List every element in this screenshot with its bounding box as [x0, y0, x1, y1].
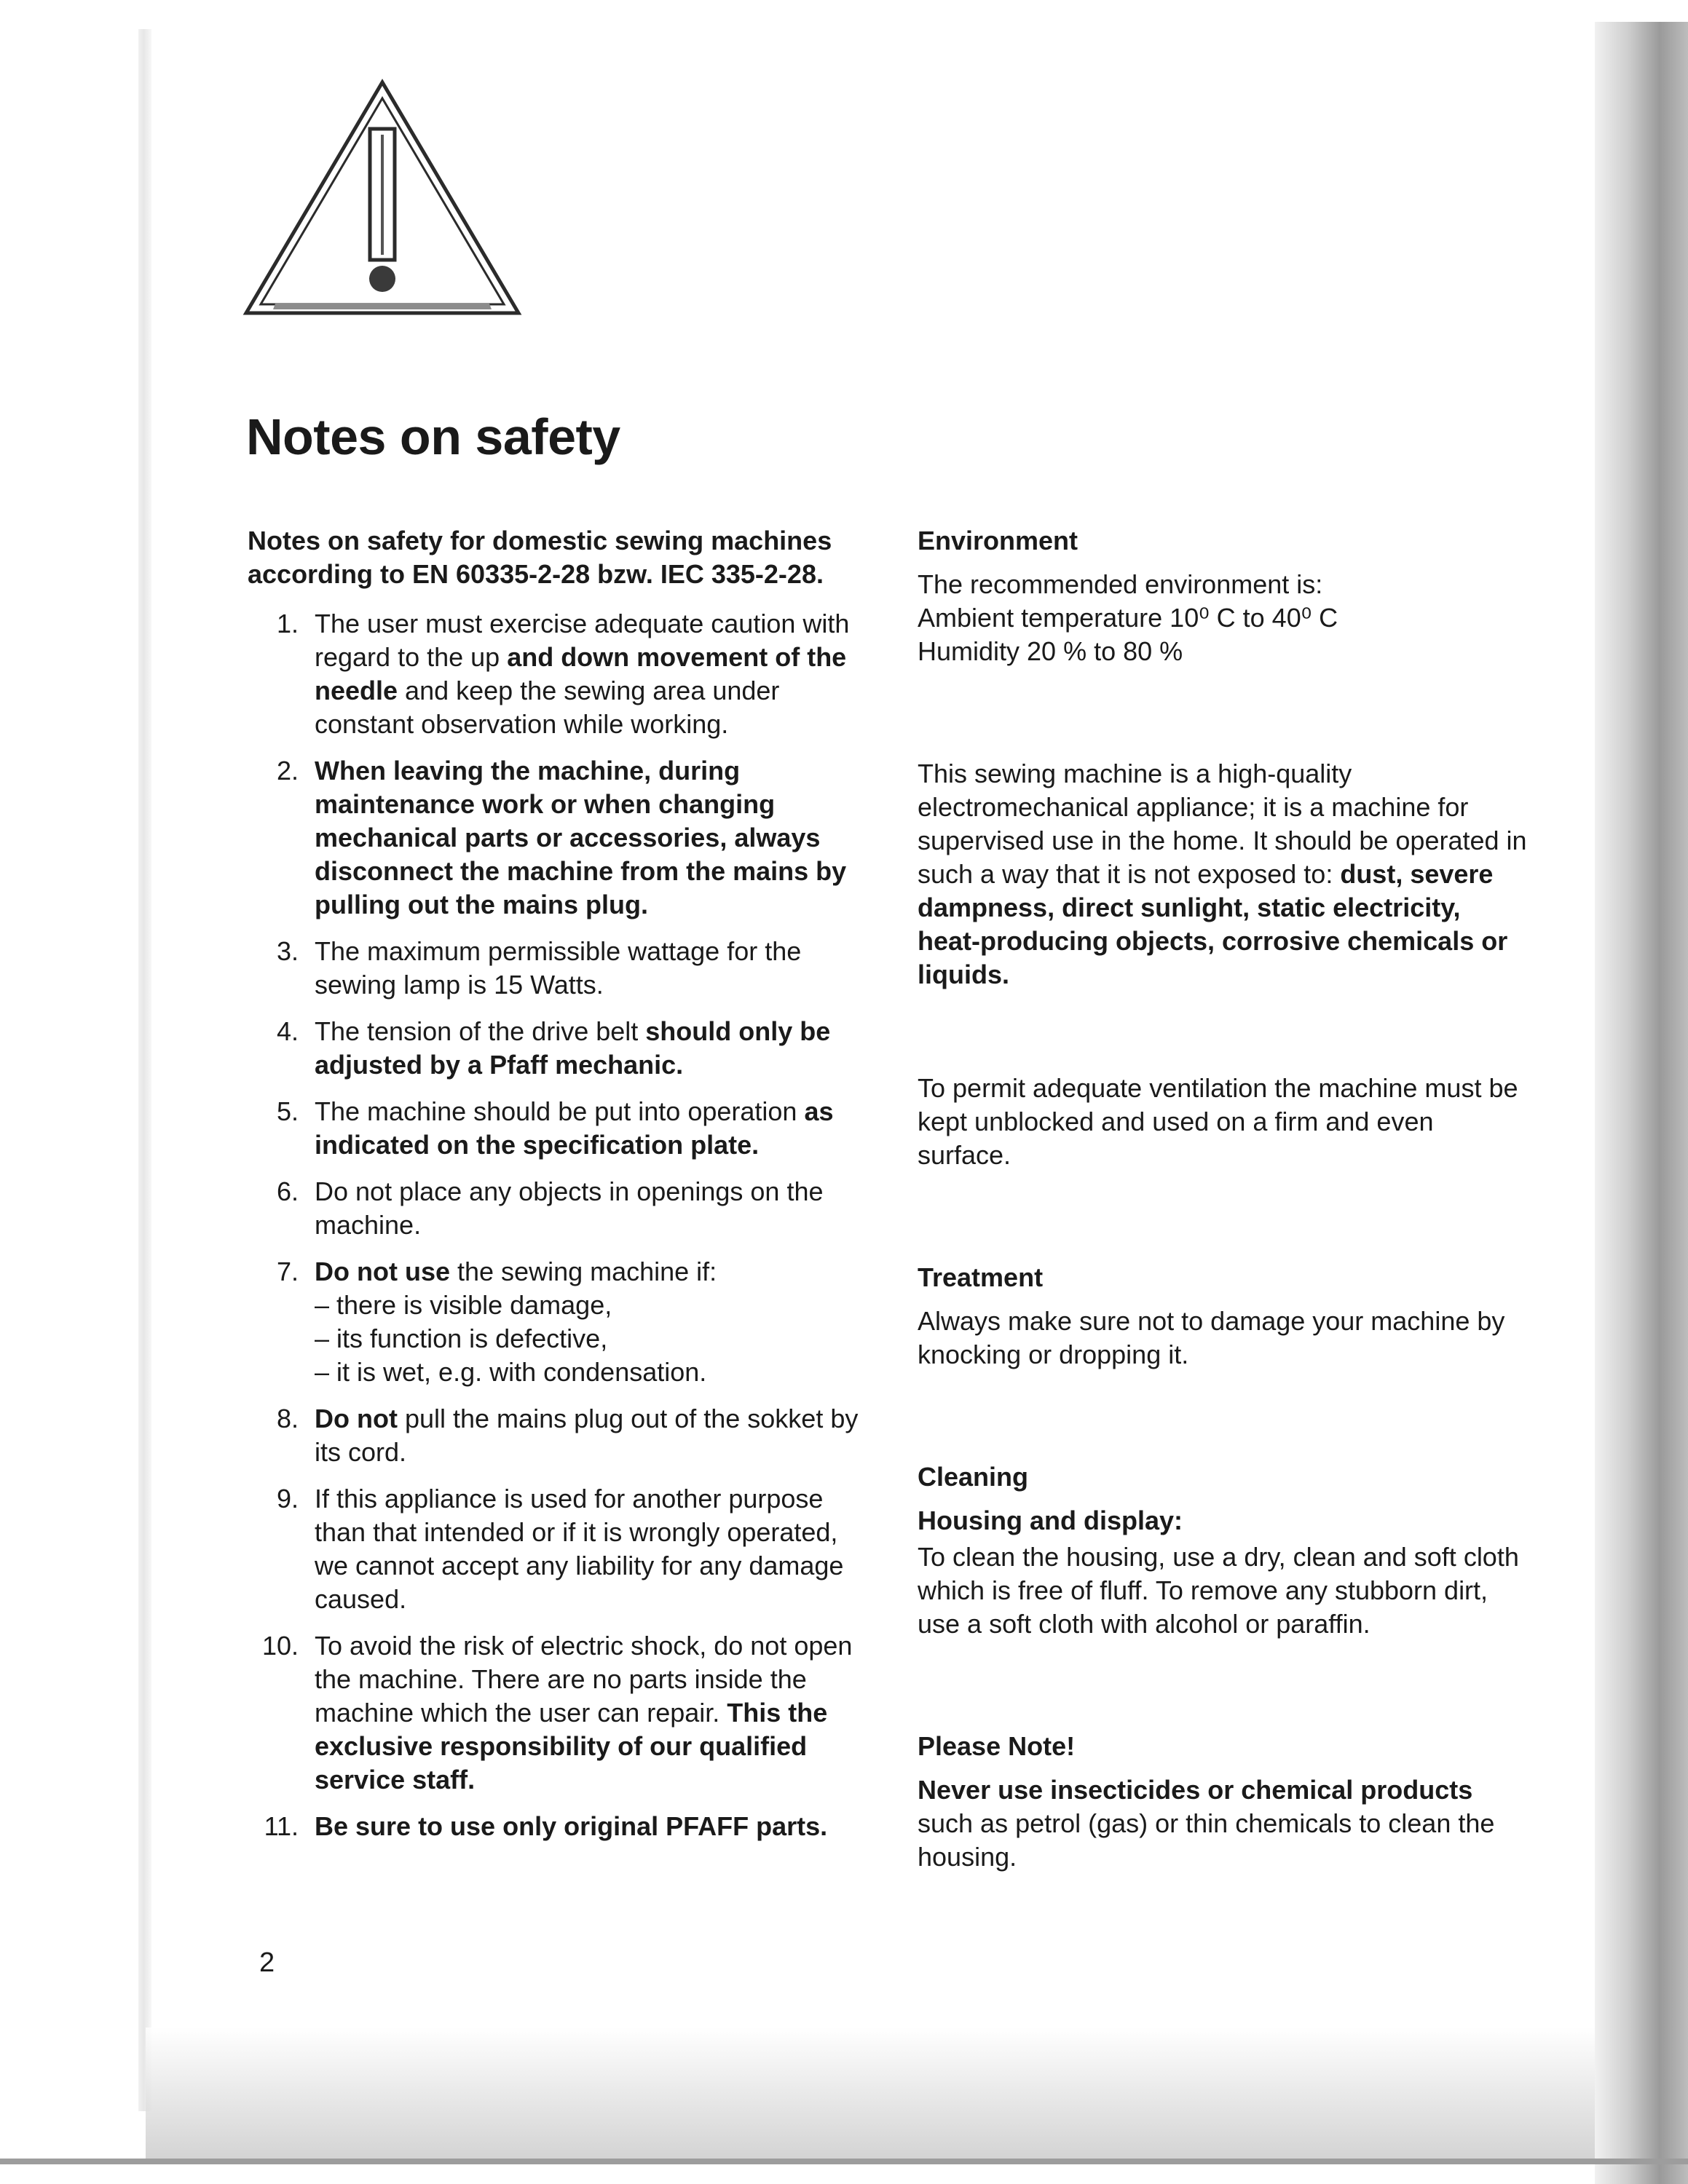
environment-line: The recommended environment is:: [918, 569, 1323, 599]
cleaning-heading: Cleaning: [918, 1462, 1029, 1492]
left-column: [248, 524, 859, 1856]
warning-triangle-icon: [240, 76, 524, 320]
environment-heading: Environment: [918, 526, 1078, 555]
rule-text: If this appliance is used for another purpose than that intended or if it is wrongly operated, we cannot accept any liability for any damage caused.: [315, 1484, 844, 1614]
rule-text-bold: When leaving the machine, during maintenance work or when changing mechanical parts or accessories, always disconnect the machine from the mains by pulling out the mains plug.: [315, 756, 847, 919]
rule-text-bold: as indicated on the specification plate.: [315, 1096, 834, 1160]
rule-text: pull the mains plug out of the sokket by its cord.: [315, 1404, 859, 1467]
note-text: [918, 1773, 1529, 1874]
safety-rules-list: [248, 607, 859, 1843]
rule-text-bold: Do not: [315, 1404, 398, 1433]
rule-number: 3 .: [248, 935, 299, 968]
note-text-bold: Never use insecticides or chemical products: [918, 1775, 1473, 1805]
rule-number: 10 .: [248, 1629, 299, 1663]
rule-condition: – it is wet, e.g. with condensation.: [315, 1357, 707, 1387]
treatment-heading: Treatment: [918, 1262, 1044, 1292]
rule-number: 6 .: [248, 1175, 299, 1208]
rule-number: 7 .: [248, 1255, 299, 1289]
note-heading: Please Note!: [918, 1731, 1076, 1761]
rule-number: 4 .: [248, 1015, 299, 1048]
safety-rule-item: [248, 1175, 859, 1242]
scan-shadow-left: [138, 29, 151, 2111]
environment-line: Ambient temperature 10⁰ C to 40⁰ C: [918, 603, 1338, 633]
safety-rule-item: [248, 1015, 859, 1082]
safety-rule-item: [248, 1255, 859, 1389]
safety-rule-item: [248, 1629, 859, 1797]
treatment-text: Always make sure not to damage your machine by knocking or dropping it.: [918, 1306, 1505, 1369]
rule-text-bold: This the exclusive responsibility of our qualified service staff.: [315, 1698, 828, 1795]
safety-rule-item: [248, 935, 859, 1002]
rule-text: The user must exercise adequate caution with regard to the up: [315, 609, 850, 672]
safety-rule-item: [248, 1095, 859, 1162]
note-text-plain: such as petrol (gas) or thin chemicals to clean the housing.: [918, 1808, 1495, 1872]
intro-text: Notes on safety for domestic sewing machines according to EN 60335-2-28 bzw. IEC 335-2-28.: [248, 526, 832, 589]
safety-rule-item: [248, 754, 859, 922]
ventilation-text: To permit adequate ventilation the machine must be kept unblocked and used on a firm and even surface.: [918, 1073, 1518, 1170]
scan-edge-line: [0, 2159, 1688, 2164]
appliance-text-bold: dust, severe dampness, direct sunlight, static electricity, heat-producing objects, corrosive chemicals or liquids.: [918, 859, 1508, 989]
safety-rule-item: [248, 1402, 859, 1469]
rule-text: Do not place any objects in openings on the machine.: [315, 1176, 824, 1240]
rule-number: 11 .: [248, 1810, 299, 1843]
rule-text: and keep the sewing area under constant observation while working.: [315, 676, 780, 739]
scan-shadow-right: [1595, 22, 1688, 2184]
rule-number: 8 .: [248, 1402, 299, 1436]
scan-shadow-bottom: [146, 2027, 1595, 2159]
rule-text-bold: Be sure to use only original PFAFF parts.: [315, 1811, 828, 1841]
rule-text: The tension of the drive belt: [315, 1016, 646, 1046]
environment-line: Humidity 20 % to 80 %: [918, 636, 1183, 666]
rule-text-bold: and down movement of the needle: [315, 642, 847, 705]
rule-text: the sewing machine if:: [450, 1257, 717, 1286]
rule-condition: – there is visible damage,: [315, 1290, 612, 1320]
safety-rule-item: [248, 1482, 859, 1616]
rule-number: 5 .: [248, 1095, 299, 1128]
rule-text-bold: should only be adjusted by a Pfaff mechanic.: [315, 1016, 831, 1080]
rule-number: 9 .: [248, 1482, 299, 1516]
appliance-text: [918, 757, 1529, 992]
page-title: Notes on safety: [246, 408, 620, 465]
page-number: 2: [259, 1947, 275, 1978]
rule-number: 2 .: [248, 754, 299, 788]
safety-rule-item: [248, 1810, 859, 1843]
rule-text: The maximum permissible wattage for the sewing lamp is 15 Watts.: [315, 936, 802, 1000]
cleaning-subheading: Housing and display:: [918, 1506, 1183, 1535]
appliance-text-plain: This sewing machine is a high-quality electromechanical appliance; it is a machine for supervised use in the home. It should be operated in such a way that it is not exposed to:: [918, 759, 1527, 889]
rule-text: To avoid the risk of electric shock, do not open the machine. There are no parts inside the machine which the user can repair.: [315, 1631, 853, 1728]
safety-rule-item: [248, 607, 859, 741]
rule-number: 1 .: [248, 607, 299, 641]
cleaning-text: To clean the housing, use a dry, clean and soft cloth which is free of fluff. To remove any stubborn dirt, use a soft cloth with alcohol or paraffin.: [918, 1542, 1519, 1639]
rule-text: The machine should be put into operation: [315, 1096, 805, 1126]
rule-condition: – its function is defective,: [315, 1324, 608, 1353]
rule-text-bold: Do not use: [315, 1257, 450, 1286]
right-column: [918, 524, 1529, 1874]
